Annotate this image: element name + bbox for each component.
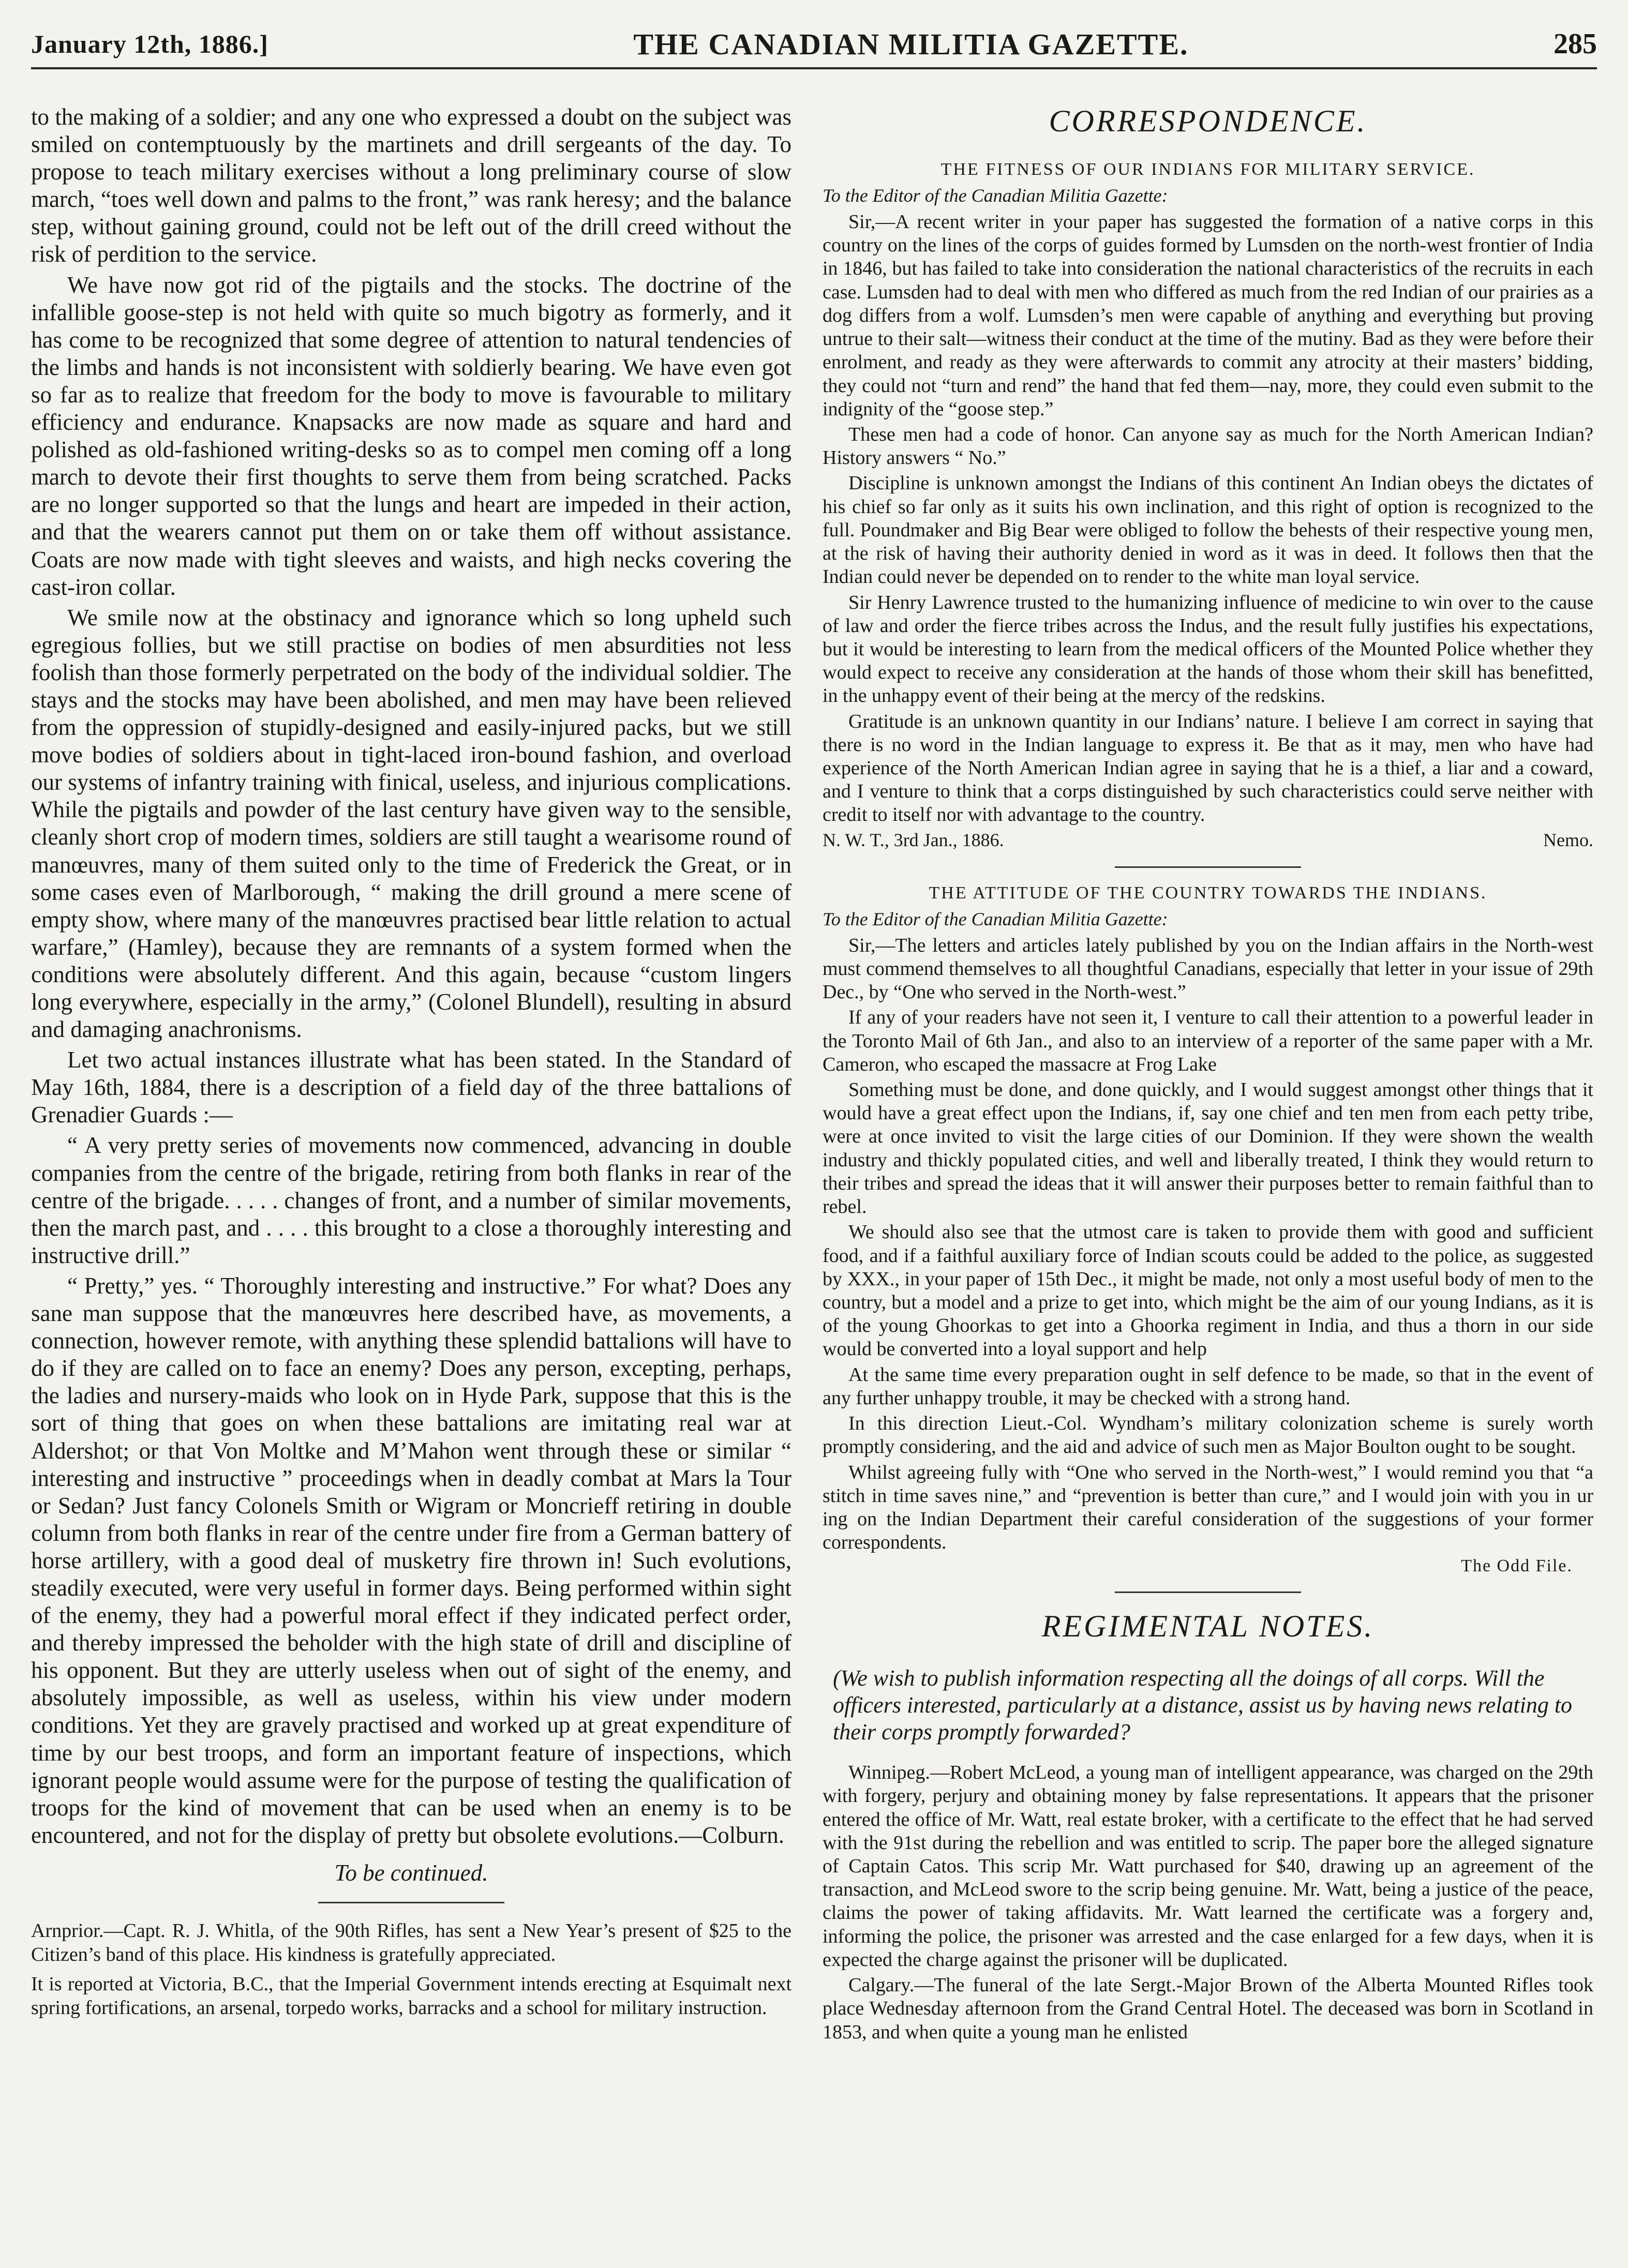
letter-paragraph: Discipline is unknown amongst the Indians of this continent An Indian obeys the dictates of his chief so far only as it suits his own inclination, and this right of option is recognized to the full. Poundmaker and Big Bear were obliged to follow the behests of their respective young men, at the risk of having their authority denied in word as it was in deed. It follows then that the Indian could never be depended on to render to the white man loyal service. bbox=[823, 472, 1593, 588]
letter-paragraph: These men had a code of honor. Can anyone say as much for the North American Indian? History answers “ No.” bbox=[823, 423, 1593, 469]
divider bbox=[1115, 1591, 1301, 1593]
letter-paragraph: Sir Henry Lawrence trusted to the humanizing influence of medicine to win over to the cause of law and order the fierce tribes across the Indus, and the result fully justifies his expectations, but it would be interesting to learn from the medical officers of the Mounted Police whether they would expect to receive any consideration at the hands of those whom their skill has benefitted, in the unhappy event of their being at the mercy of the redskins. bbox=[823, 591, 1593, 707]
letter-paragraph: Sir,—The letters and articles lately published by you on the Indian affairs in the North-west must commend themselves to all thoughtful Canadians, especially that letter in your issue of 29th Dec., by “One who served in the North-west.” bbox=[823, 934, 1593, 1003]
letter-paragraph: In this direction Lieut.-Col. Wyndham’s military colonization scheme is surely worth promptly considering, and the aid and advice of such men as Major Boulton ought to be sought. bbox=[823, 1413, 1593, 1458]
letter-paragraph: Whilst agreeing fully with “One who served in the North-west,” I would remind you that “a stitch in time saves nine,” and “prevention is better than cure,” and I would join with you in ur ing on the Indian Department their careful consideration of the suggestions of your former correspondents. bbox=[823, 1461, 1593, 1554]
to-be-continued: To be continued. bbox=[334, 1859, 488, 1886]
divider bbox=[318, 1902, 504, 1903]
divider bbox=[1115, 866, 1301, 868]
letter-title: THE FITNESS OF OUR INDIANS FOR MILITARY SERVICE. bbox=[940, 160, 1475, 179]
right-column bbox=[823, 103, 1593, 2250]
article-quote: “ A very pretty series of movements now commenced, advancing in double companies from the centre of the brigade, retiring from both flanks in rear of the centre of the brigade. . . . . changes of front, and a number of similar movements, then the march past, and . . . . this brought to a close a thoroughly interesting and instructive drill.” bbox=[31, 1132, 791, 1268]
letter-paragraph: Gratitude is an unknown quantity in our Indians’ nature. I believe I am correct in saying that there is no word in the Indian language to express it. Be that as it may, men who have had experience of the North American Indian agree in saying that he is a thief, a liar and a coward, and I venture to think that a corps distinguished by such characteristics could serve neither with credit to itself nor with advantage to the country. bbox=[823, 710, 1593, 826]
news-item-calgary: Calgary.—The funeral of the late Sergt.-Major Brown of the Alberta Mounted Rifles took place Wednesday afternoon from the Grand Central Hotel. The deceased was born in Scotland in 1853, and when quite a young man he enlisted bbox=[823, 1974, 1593, 2043]
article-paragraph: Let two actual instances illustrate what has been stated. In the Standard of May 16th, 1884, there is a description of a field day of the three battalions of Grenadier Guards :— bbox=[31, 1047, 791, 1128]
section-heading-regimental: REGIMENTAL NOTES. bbox=[1041, 1609, 1375, 1644]
news-item-arnprior: Arnprior.—Capt. R. J. Whitla, of the 90th Rifles, has sent a New Year’s present of $25 to the Citizen’s band of this place. His kindness is gratefully appreciated. bbox=[31, 1919, 791, 1966]
letter-salutation: To the Editor of the Canadian Militia Gazette: bbox=[823, 185, 1168, 206]
letter-paragraph: Sir,—A recent writer in your paper has suggested the formation of a native corps in this country on the lines of the corps of guides formed by Lumsden on the north-west frontier of India in 1846, but has failed to take into consideration the national characteristics of the recruits in each case. Lumsden had to deal with men who differed as much from the red Indian of our prairies as a dog differs from a wolf. Lumsden’s men were capable of anything and everything but proving untrue to their salt—witness their conduct at the time of the mutiny. Bad as they were before their enrolment, and ready as they were afterwards to commit any atrocity at their masters’ bidding, they could not “turn and rend” the hand that fed them—nay, more, they could even submit to the indignity of the “goose step.” bbox=[823, 211, 1593, 420]
letter-paragraph: We should also see that the utmost care is taken to provide them with good and sufficient food, and if a faithful auxiliary force of Indian scouts could be added to the police, as suggested by XXX., in your paper of 15th Dec., it might be made, not only a most useful body of men to the country, but a model and a prize to get into, which might be the aim of our young Indians, as it is of the young Ghoorkas to get into a Ghoorka regiment in India, and thus a thorn in our side would be converted into a loyal support and help bbox=[823, 1221, 1593, 1360]
section-heading-correspondence: CORRESPONDENCE. bbox=[1049, 104, 1367, 138]
letter-salutation: To the Editor of the Canadian Militia Gazette: bbox=[823, 908, 1168, 929]
letter-paragraph: Something must be done, and done quickly, and I would suggest amongst other things that it would have a great effect upon the Indians, if, say one chief and ten men from each petty tribe, were at once invited to visit the large cities of our Dominion. If they were shown the wealth industry and thickly populated cities, and well and liberally treated, I think they would return to their tribes and spread the ideas that it will answer their purposes better to remain faithful than to rebel. bbox=[823, 1079, 1593, 1218]
page-header bbox=[31, 21, 1597, 69]
letter-signature: The Odd File. bbox=[1461, 1556, 1573, 1576]
letter-paragraph: At the same time every preparation ought in self defence to be made, so that in the event of any further unhappy trouble, it may be checked with a strong hand. bbox=[823, 1363, 1593, 1409]
news-item-winnipeg: Winnipeg.—Robert McLeod, a young man of intelligent appearance, was charged on the 29th with forgery, perjury and obtaining money by false representations. It appears that the prisoner entered the office of Mr. Watt, real estate broker, with a certificate to the effect that he had served with the 91st during the rebellion and was entitled to scrip. The paper bore the alleged signature of Captain Catos. This scrip Mr. Watt purchased for $40, drawing up an agreement of the transaction, and McLeod swore to the scrip being genuine. Mr. Watt, being a justice of the peace, claims the power of taking affidavits. Mr. Watt learned the certificate was a forgery and, informing the police, the prisoner was arrested and the case enlarged for a few days, when it is expected the charge against the prisoner will be duplicated. bbox=[823, 1762, 1593, 1971]
article-paragraph: We have now got rid of the pigtails and the stocks. The doctrine of the infallible goose-step is not held with quite so much bigotry as formerly, and it has come to be recognized that some degree of attention to natural tendencies of the limbs and hands is not inconsistent with soldierly bearing. We have even got so far as to realize that freedom for the body to move is favourable to military efficiency and endurance. Knapsacks are now made as square and hard and polished as old-fashioned writing-desks so as to compel men coming off a long march to devote their first thoughts to serve them from being scratched. Packs are no longer supported so that the lungs and heart are impeded in their action, and that the wearers cannot put them on or take them off without assistance. Coats are now made with tight sleeves and waists, and high necks covering the cast-iron collar. bbox=[31, 272, 791, 600]
masthead-title: THE CANADIAN MILITIA GAZETTE. bbox=[633, 27, 1189, 61]
letter-title: THE ATTITUDE OF THE COUNTRY TOWARDS THE INDIANS. bbox=[929, 883, 1487, 903]
page-number: 285 bbox=[1554, 28, 1597, 60]
left-column bbox=[31, 103, 791, 2250]
letter-signoff bbox=[823, 829, 1593, 851]
letter-signature: Nemo. bbox=[1543, 829, 1593, 850]
letter-paragraph: If any of your readers have not seen it, I venture to call their attention to a powerful leader in the Toronto Mail of 6th Jan., and also to an interview of a reporter of the same paper with a Mr. Cameron, who escaped the massacre at Frog Lake bbox=[823, 1007, 1593, 1075]
article-paragraph: to the making of a soldier; and any one who expressed a doubt on the subject was smiled on contemptuously by the martinets and drill sergeants of the day. To propose to teach military exercises without a long preliminary course of slow march, “toes well down and palms to the front,” was rank heresy; and the balance step, without gaining ground, could not be left out of the drill creed without the risk of perdition to the service. bbox=[31, 104, 791, 267]
news-item-victoria: It is reported at Victoria, B.C., that the Imperial Government intends erecting at Esquimalt next spring fortifications, an arsenal, torpedo works, barracks and a school for military instruction. bbox=[31, 1973, 791, 2019]
article-paragraph: “ Pretty,” yes. “ Thoroughly interesting and instructive.” For what? Does any sane man suppose that the manœuvres here described have, as movements, a connection, however remote, with anything these splendid battalions will have to do if they are called on to face an enemy? Does any person, excepting, perhaps, the ladies and nursery-maids who look on in Hyde Park, suppose that this is the sort of thing that goes on when these battalions are imitating real war at Aldershot; or that Von Moltke and M’Mahon went through these or similar “ interesting and instructive ” proceedings when in deadly combat at Mars la Tour or Sedan? Just fancy Colonels Smith or Wigram or Moncrieff retiring in double column from both flanks in rear of the centre under fire from a German battery of horse artillery, with a good deal of musketry fire thrown in! Such evolutions, steadily executed, were very useful in former days. Being performed within sight of the enemy, they had a powerful moral effect if they indicated perfect order, and thereby impressed the beholder with the high state of drill and discipline of his opponent. But they are utterly useless when out of sight of the enemy, and absolutely impossible, as well as useless, within his view under modern conditions. Yet they are gravely practised and worked up at great expenditure of time by our best troops, and form an important feature of inspections, which ignorant people would assume were for the purpose of testing the qualification of troops for the kind of movement that can be used when an enemy is to be encountered, and not for the display of pretty but obsolete evolutions.—Colburn. bbox=[31, 1272, 791, 1848]
issue-date: January 12th, 1886.] bbox=[31, 29, 268, 58]
article-paragraph: We smile now at the obstinacy and ignorance which so long upheld such egregious follies, but we still practise on bodies of men absurdities not less foolish than those formerly perpetrated on the body of the individual soldier. The stays and the stocks may have been abolished, and men may have been relieved from the oppression of stupidly-designed and easily-injured packs, but we still move bodies of soldiers about in tight-laced iron-bound fashion, and overload our systems of infantry training with finical, useless, and injurious complications. While the pigtails and powder of the last century have given way to the sensible, cleanly short crop of modern times, soldiers are still taught a wearisome round of manœuvres, many of them suited only to the time of Frederick the Great, or in some cases even of Marlborough, “ making the drill ground a mere scene of empty show, where many of the manœuvres practised bear little relation to actual warfare,” (Hamley), because they are remnants of a system formed when the conditions were absolutely different. And this again, because “custom lingers long everywhere, especially in the army,” (Colonel Blundell), resulting in absurd and damaging anachronisms. bbox=[31, 604, 791, 1043]
regimental-intro-note: (We wish to publish information respecting all the doings of all corps. Will the officers interested, particularly at a distance, assist us by having news relating to their corps promptly forwarded? bbox=[833, 1665, 1573, 1745]
letter-place-date: N. W. T., 3rd Jan., 1886. bbox=[823, 829, 1004, 850]
